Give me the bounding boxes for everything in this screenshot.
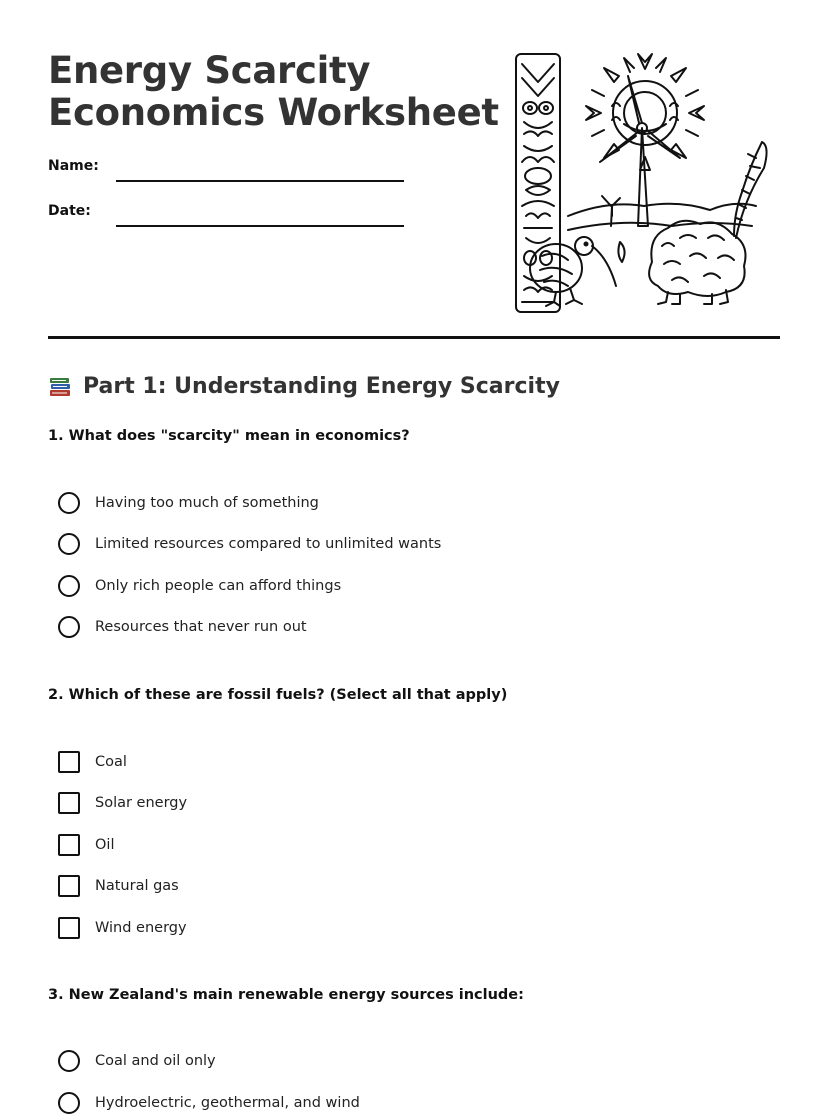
option-label: Limited resources compared to unlimited wants	[95, 536, 442, 552]
radio-button[interactable]	[58, 1092, 80, 1114]
date-label: Date:	[48, 203, 91, 219]
option-label: Coal	[95, 754, 127, 770]
question-3: 3. New Zealand's main renewable energy sources include:	[48, 987, 524, 1003]
option-label: Hydroelectric, geothermal, and wind	[95, 1095, 360, 1111]
pouwhenua-carving-icon	[516, 54, 560, 312]
title-line-2: Economics Worksheet	[48, 91, 499, 134]
part1-title	[48, 374, 560, 399]
section-divider	[48, 336, 780, 339]
option-label: Oil	[95, 837, 115, 853]
option-label: Resources that never run out	[95, 619, 307, 635]
q2-option[interactable]	[58, 916, 187, 940]
hills-icon	[568, 204, 756, 216]
q2-option[interactable]	[58, 791, 187, 815]
option-label: Natural gas	[95, 878, 179, 894]
question-2: 2. Which of these are fossil fuels? (Select all that apply)	[48, 687, 508, 703]
checkbox[interactable]	[58, 792, 80, 814]
q1-option[interactable]	[58, 532, 441, 556]
radio-button[interactable]	[58, 492, 80, 514]
name-label: Name:	[48, 158, 99, 174]
part1-title-text: Part 1: Understanding Energy Scarcity	[83, 374, 560, 399]
q3-option[interactable]	[58, 1091, 360, 1115]
option-label: Only rich people can afford things	[95, 578, 342, 594]
energy-illustration	[512, 50, 774, 318]
checkbox[interactable]	[58, 917, 80, 939]
option-label: Solar energy	[95, 795, 188, 811]
radio-button[interactable]	[58, 575, 80, 597]
sheep-icon	[649, 142, 766, 304]
q2-option[interactable]	[58, 750, 127, 774]
question-1: 1. What does "scarcity" mean in economics?	[48, 428, 410, 444]
title-line-1: Energy Scarcity	[48, 49, 371, 92]
checkbox[interactable]	[58, 834, 80, 856]
books-icon	[48, 375, 72, 399]
q1-option[interactable]	[58, 615, 307, 639]
option-label: Wind energy	[95, 920, 187, 936]
radio-button[interactable]	[58, 616, 80, 638]
name-field[interactable]	[48, 158, 408, 182]
page-title	[48, 50, 499, 134]
checkbox[interactable]	[58, 875, 80, 897]
sun-icon	[586, 54, 704, 170]
q2-option[interactable]	[58, 833, 114, 857]
q1-option[interactable]	[58, 574, 341, 598]
date-field[interactable]	[48, 203, 408, 227]
kiwi-bird-icon	[530, 237, 625, 306]
date-line[interactable]	[116, 225, 404, 227]
option-label: Having too much of something	[95, 495, 319, 511]
q3-option[interactable]	[58, 1049, 216, 1073]
q1-option[interactable]	[58, 491, 319, 515]
checkbox[interactable]	[58, 751, 80, 773]
radio-button[interactable]	[58, 1050, 80, 1072]
name-line[interactable]	[116, 180, 404, 182]
radio-button[interactable]	[58, 533, 80, 555]
option-label: Coal and oil only	[95, 1053, 216, 1069]
q2-option[interactable]	[58, 874, 179, 898]
